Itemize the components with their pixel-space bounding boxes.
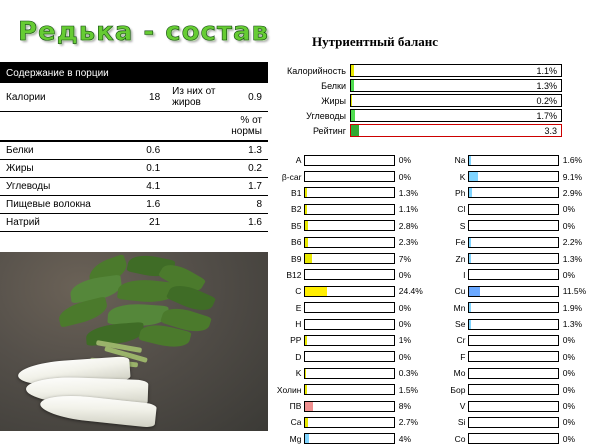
from-fat-label: Из них от жиров xyxy=(166,83,225,112)
macro-value: 1.7% xyxy=(536,111,557,121)
micro-value: 0% xyxy=(398,171,412,182)
micro-bar-track xyxy=(304,237,394,248)
micro-label: Si xyxy=(457,417,466,428)
micro-label: PP xyxy=(290,335,302,346)
micro-label: Fe xyxy=(455,237,466,248)
macro-bar-track xyxy=(350,64,562,77)
micro-value: 0% xyxy=(562,384,576,395)
micro-bar-track xyxy=(304,220,394,231)
micro-bar-track xyxy=(304,171,394,182)
micro-value: 24.4% xyxy=(398,286,423,297)
micro-row xyxy=(436,414,600,430)
micro-bar-track xyxy=(468,335,558,346)
micro-row xyxy=(272,381,436,397)
micro-bar-track xyxy=(468,171,558,182)
micro-row xyxy=(272,168,436,184)
micro-row xyxy=(272,201,436,217)
micro-bar-fill xyxy=(305,434,309,443)
micro-bar-track xyxy=(304,401,394,412)
micro-value: 1.5% xyxy=(398,384,419,395)
macro-value: 1.1% xyxy=(536,66,557,76)
micro-bar-track xyxy=(304,204,394,215)
micro-row xyxy=(272,349,436,365)
micro-row xyxy=(436,431,600,447)
micro-value: 0% xyxy=(562,335,576,346)
micro-bar-fill xyxy=(305,254,312,263)
micro-label: Se xyxy=(455,319,466,330)
micro-value: 0% xyxy=(562,269,576,280)
micro-bar-track xyxy=(468,237,558,248)
micro-label: C xyxy=(295,286,302,297)
macro-row-rating xyxy=(272,123,600,138)
micro-value: 11.5% xyxy=(562,286,587,297)
row-label: Жиры xyxy=(0,160,123,178)
micro-value: 0% xyxy=(562,220,576,231)
micro-label: Cu xyxy=(454,286,466,297)
macro-row xyxy=(272,63,600,78)
macro-row xyxy=(272,108,600,123)
micro-bar-track xyxy=(304,155,394,166)
micro-label: B6 xyxy=(291,237,302,248)
micro-bar-track xyxy=(304,319,394,330)
micro-bar-track xyxy=(304,368,394,379)
micro-row xyxy=(436,316,600,332)
table-row xyxy=(0,141,268,160)
micro-bar-track xyxy=(468,433,558,444)
micro-label: K xyxy=(459,171,466,182)
micro-value: 2.3% xyxy=(398,237,419,248)
micro-label: Mo xyxy=(453,368,466,379)
macro-bar-fill xyxy=(351,65,354,76)
micro-label: Ph xyxy=(455,187,466,198)
micro-label: β-car xyxy=(281,171,302,182)
micro-bar-track xyxy=(304,269,394,280)
facts-header: Содержание в порции xyxy=(0,65,268,83)
micro-label: Mn xyxy=(453,302,466,313)
macro-label: Углеводы xyxy=(306,110,346,121)
micro-label: B2 xyxy=(291,204,302,215)
micro-label: F xyxy=(460,351,466,362)
micro-label: B1 xyxy=(291,187,302,198)
micro-bar-fill xyxy=(469,287,480,296)
micro-bar-track xyxy=(468,351,558,362)
micro-value: 1% xyxy=(398,335,412,346)
micro-row xyxy=(436,381,600,397)
macro-bars xyxy=(272,63,600,138)
row-label: Белки xyxy=(0,141,123,160)
title-banner xyxy=(0,0,270,62)
micro-label: I xyxy=(463,269,466,280)
micro-value: 0% xyxy=(398,269,412,280)
nutrient-balance-panel xyxy=(272,0,600,444)
micro-row xyxy=(436,152,600,168)
micro-row xyxy=(436,365,600,381)
micro-bar-track xyxy=(468,401,558,412)
micro-row xyxy=(436,349,600,365)
micro-label: Zn xyxy=(455,253,466,264)
micro-bar-fill xyxy=(305,221,308,230)
macro-row xyxy=(272,78,600,93)
micro-bar-fill xyxy=(305,418,308,427)
row-spacer xyxy=(166,178,225,196)
macro-bar-track xyxy=(350,109,562,122)
macro-bar-fill xyxy=(351,110,355,121)
macro-bar-fill xyxy=(351,125,359,136)
micro-row xyxy=(272,267,436,283)
micro-value: 2.2% xyxy=(562,237,583,248)
row-value: 21 xyxy=(123,214,166,232)
macro-value: 3.3 xyxy=(544,126,557,136)
micro-bar-fill xyxy=(305,205,307,214)
macro-label: Жиры xyxy=(321,95,346,106)
micro-label: B9 xyxy=(291,253,302,264)
micro-value: 0.3% xyxy=(398,368,419,379)
row-norm: 8 xyxy=(225,196,268,214)
micro-row xyxy=(436,283,600,299)
micro-label: Na xyxy=(454,155,466,166)
micro-bar-fill xyxy=(469,156,471,165)
micro-row xyxy=(436,332,600,348)
row-value: 0.1 xyxy=(123,160,166,178)
micro-value: 0% xyxy=(562,351,576,362)
row-value: 1.6 xyxy=(123,196,166,214)
macro-bar-track xyxy=(350,124,562,137)
radish-photo xyxy=(0,252,268,431)
micro-value: 1.9% xyxy=(562,302,583,313)
micro-label: B5 xyxy=(291,220,302,231)
micro-label: Co xyxy=(454,433,466,444)
micro-bar-fill xyxy=(469,172,478,181)
micro-value: 0% xyxy=(562,204,576,215)
table-row xyxy=(0,160,268,178)
table-row xyxy=(0,214,268,232)
micro-label: H xyxy=(295,319,302,330)
micro-value: 2.8% xyxy=(398,220,419,231)
micro-label: K xyxy=(295,368,302,379)
micro-row xyxy=(272,316,436,332)
micro-bar-track xyxy=(468,286,558,297)
micro-bar-track xyxy=(468,187,558,198)
macro-label: Рейтинг xyxy=(312,125,346,136)
norm-blank-2 xyxy=(123,112,166,142)
table-row xyxy=(0,196,268,214)
micro-row xyxy=(436,300,600,316)
micro-bar-track xyxy=(468,319,558,330)
micro-bar-fill xyxy=(305,385,307,394)
micro-value: 0% xyxy=(398,302,412,313)
micro-bar-track xyxy=(304,253,394,264)
micro-bar-fill xyxy=(305,188,307,197)
macro-label: Калорийность xyxy=(287,65,346,76)
micro-label: Cr xyxy=(456,335,466,346)
micro-bar-track xyxy=(304,384,394,395)
calories-value: 18 xyxy=(123,83,166,112)
micro-bar-track xyxy=(304,351,394,362)
micro-bar-fill xyxy=(469,320,471,329)
micro-label: E xyxy=(295,302,302,313)
norm-label: % от нормы xyxy=(225,112,268,142)
micro-bar-fill xyxy=(469,238,471,247)
calories-label: Калории xyxy=(0,83,123,112)
micro-value: 2.9% xyxy=(562,187,583,198)
micro-bar-fill xyxy=(469,188,472,197)
micro-bar-fill xyxy=(305,287,327,296)
micro-row xyxy=(436,234,600,250)
from-fat-value: 0.9 xyxy=(225,83,268,112)
micro-label: B12 xyxy=(286,269,302,280)
row-spacer xyxy=(166,141,225,160)
macro-bar-track xyxy=(350,79,562,92)
micro-value: 9.1% xyxy=(562,171,583,182)
row-norm: 0.2 xyxy=(225,160,268,178)
micro-value: 0% xyxy=(562,401,576,412)
micro-row xyxy=(272,431,436,447)
micro-row xyxy=(272,398,436,414)
micro-bar-track xyxy=(468,155,558,166)
micro-column-minerals xyxy=(436,152,600,447)
micro-row xyxy=(272,185,436,201)
row-spacer xyxy=(166,160,225,178)
row-label: Пищевые волокна xyxy=(0,196,123,214)
micro-bar-fill xyxy=(305,402,313,411)
micro-value: 1.6% xyxy=(562,155,583,166)
micro-row xyxy=(272,283,436,299)
micro-value: 1.3% xyxy=(562,253,583,264)
macro-value: 1.3% xyxy=(536,81,557,91)
chart-title: Нутриентный баланс xyxy=(312,34,439,49)
macro-label: Белки xyxy=(321,80,346,91)
micro-bar-track xyxy=(468,220,558,231)
micro-row xyxy=(436,267,600,283)
micro-bar-track xyxy=(468,417,558,428)
facts-calories-row xyxy=(0,83,268,112)
row-norm: 1.7 xyxy=(225,178,268,196)
micro-value: 1.1% xyxy=(398,204,419,215)
micro-bar-fill xyxy=(305,238,308,247)
micro-bar-track xyxy=(468,269,558,280)
micro-bar-fill xyxy=(305,336,307,345)
micro-value: 4% xyxy=(398,433,412,444)
micro-bar-track xyxy=(468,253,558,264)
micro-bar-track xyxy=(304,417,394,428)
micro-label: ПВ xyxy=(289,401,302,412)
facts-grid xyxy=(0,83,268,232)
micro-row xyxy=(272,218,436,234)
micro-label: Ca xyxy=(290,417,302,428)
micro-row xyxy=(272,300,436,316)
micro-bar-fill xyxy=(305,369,306,378)
micro-value: 0% xyxy=(562,368,576,379)
micro-bar-track xyxy=(468,368,558,379)
micro-label: Бор xyxy=(450,384,466,395)
micro-label: S xyxy=(459,220,466,231)
micro-value: 0% xyxy=(398,351,412,362)
micro-label: Холин xyxy=(276,384,302,395)
micro-value: 0% xyxy=(398,319,412,330)
micro-bar-fill xyxy=(469,303,471,312)
micro-bar-track xyxy=(468,384,558,395)
micro-label: V xyxy=(459,401,466,412)
micro-bar-track xyxy=(304,302,394,313)
micro-row xyxy=(272,365,436,381)
row-label: Углеводы xyxy=(0,178,123,196)
macro-bar-track xyxy=(350,94,562,107)
micro-value: 7% xyxy=(398,253,412,264)
macro-bar-fill xyxy=(351,95,352,106)
row-value: 4.1 xyxy=(123,178,166,196)
micro-bar-track xyxy=(468,204,558,215)
table-row xyxy=(0,178,268,196)
nutrition-facts-table xyxy=(0,62,268,232)
micro-row xyxy=(436,398,600,414)
row-label: Натрий xyxy=(0,214,123,232)
norm-blank-3 xyxy=(166,112,225,142)
row-value: 0.6 xyxy=(123,141,166,160)
micro-value: 1.3% xyxy=(562,319,583,330)
micro-column-vitamins xyxy=(272,152,436,447)
micro-bar-track xyxy=(304,433,394,444)
micro-row xyxy=(272,234,436,250)
micro-label: Mg xyxy=(289,433,302,444)
micro-label: Cl xyxy=(457,204,466,215)
micro-row xyxy=(272,414,436,430)
micro-label: A xyxy=(295,155,302,166)
macro-bar-fill xyxy=(351,80,354,91)
micro-value: 2.7% xyxy=(398,417,419,428)
micro-bars xyxy=(272,152,600,447)
micro-row xyxy=(436,185,600,201)
row-norm: 1.3 xyxy=(225,141,268,160)
page-title: Редька - состав xyxy=(18,17,269,47)
micro-bar-track xyxy=(304,335,394,346)
micro-value: 0% xyxy=(398,155,412,166)
norm-blank-1 xyxy=(0,112,123,142)
micro-row xyxy=(272,332,436,348)
micro-value: 8% xyxy=(398,401,412,412)
micro-row xyxy=(272,152,436,168)
row-spacer xyxy=(166,214,225,232)
micro-bar-track xyxy=(304,286,394,297)
micro-row xyxy=(436,218,600,234)
left-panel xyxy=(0,0,270,431)
micro-label: D xyxy=(295,351,302,362)
micro-row xyxy=(436,250,600,266)
micro-row xyxy=(436,168,600,184)
facts-norm-row xyxy=(0,112,268,142)
micro-value: 1.3% xyxy=(398,187,419,198)
micro-bar-track xyxy=(304,187,394,198)
macro-row xyxy=(272,93,600,108)
row-spacer xyxy=(166,196,225,214)
macro-value: 0.2% xyxy=(536,96,557,106)
micro-bar-track xyxy=(468,302,558,313)
micro-bar-fill xyxy=(469,254,471,263)
micro-row xyxy=(436,201,600,217)
micro-value: 0% xyxy=(562,433,576,444)
row-norm: 1.6 xyxy=(225,214,268,232)
micro-value: 0% xyxy=(562,417,576,428)
micro-row xyxy=(272,250,436,266)
